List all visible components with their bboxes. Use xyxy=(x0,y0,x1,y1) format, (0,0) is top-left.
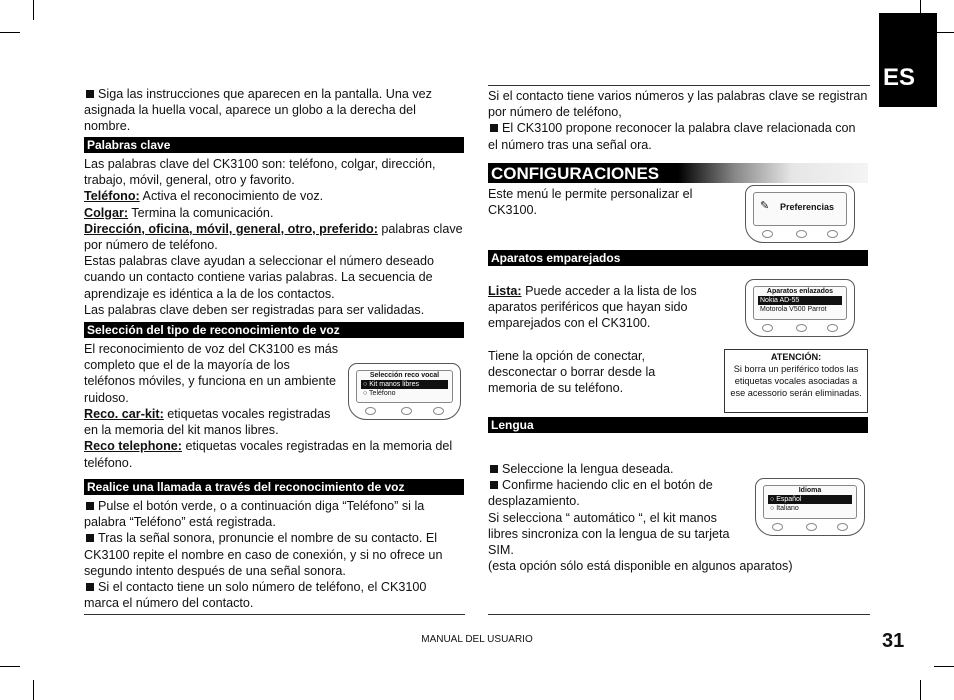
keywords-p3: Las palabras clave deben ser registradas para ser validadas. xyxy=(84,302,425,317)
screen-item: ○ Teléfono xyxy=(363,390,396,397)
device-display xyxy=(356,370,453,403)
keywords-p1: Las palabras clave del CK3100 son: teléfono, colgar, dirección, trabajo, móvil, general, otro y favorito. xyxy=(84,157,436,188)
section-header-paired: Aparatos emparejados xyxy=(488,250,868,266)
paired-p2: Tiene la opción de conectar, desconectar o borrar desde la memoria de su teléfono. xyxy=(488,349,656,396)
recognition-p1: El reconocimiento de voz del CK3100 es más completo que el de la mayoría de los teléfonos móviles, y funciona en un ambiente ruidoso. xyxy=(84,342,339,405)
wrench-icon: ✎ xyxy=(760,200,770,212)
paired-lista: Lista: Puede acceder a la lista de los aparatos periféricos que hayan sido emparejados con el CK3100. xyxy=(488,284,697,331)
call-bullet-3: Si el contacto tiene un solo número de teléfono, el CK3100 marca el número del contacto. xyxy=(84,580,427,611)
keywords-direccion: Dirección, oficina, móvil, general, otro, preferido: palabras clave por número de teléfono. xyxy=(84,221,463,253)
screen-item: Motorola V500 Parrot xyxy=(760,306,827,313)
divider xyxy=(488,85,870,86)
section-header-recognition: Selección del tipo de reconocimiento de voz xyxy=(84,322,464,338)
bullet-icon xyxy=(86,583,94,591)
call-bullet-2: Tras la señal sonora, pronuncie el nombre de su contacto. El CK3100 repite el nombre en caso de conexión, y si no ofrece un segundo intento después de una señal sonora. xyxy=(84,531,443,578)
device-buttons xyxy=(762,325,838,332)
screen-title: Aparatos enlazados xyxy=(766,288,834,295)
crop-mark xyxy=(920,680,921,700)
device-screen-paired xyxy=(745,279,855,337)
device-buttons xyxy=(772,524,848,531)
screen-title: Idioma xyxy=(798,487,822,494)
footer-label: MANUAL DEL USUARIO xyxy=(421,634,533,645)
section-header-keywords: Palabras clave xyxy=(84,137,464,153)
device-buttons xyxy=(762,231,838,238)
language-tab-label: ES xyxy=(883,64,916,91)
section-header-call: Realice una llamada a través del reconocimiento de voz xyxy=(84,479,464,495)
crop-mark xyxy=(33,680,34,700)
config-title: CONFIGURACIONES xyxy=(491,164,660,183)
crop-mark xyxy=(0,32,20,33)
attention-text: Si borra un periférico todos las etiquetas vocales asociadas a ese acessorio serán eliminadas. xyxy=(730,364,862,398)
bullet-icon xyxy=(86,534,94,542)
bullet-icon xyxy=(490,124,498,132)
language-p1: Si selecciona “ automático “, el kit manos libres sincroniza con la lengua de su tarjeta SIM. xyxy=(488,510,730,558)
language-tab xyxy=(879,13,937,107)
left-intro-text: Siga las instrucciones que aparecen en la pantalla. Una vez asignada la huella vocal, aparece un globo a la derecha del nombre. xyxy=(84,87,432,134)
right-p1: Si el contacto tiene varios números y las palabras clave se registran por número de teléfono, xyxy=(488,89,868,120)
crop-mark xyxy=(33,0,34,20)
screen-title: Selección reco vocal xyxy=(369,372,440,379)
crop-mark xyxy=(934,666,954,667)
config-title-bar xyxy=(488,163,868,183)
screen-item-selected: ○ Kit manos libres xyxy=(361,380,448,389)
language-p2: (esta opción sólo está disponible en algunos aparatos) xyxy=(488,559,793,574)
device-display xyxy=(763,485,857,519)
device-screen-language xyxy=(755,478,865,536)
keywords-body xyxy=(84,156,464,318)
language-bullet-1: Seleccione la lengua deseada. xyxy=(488,461,868,477)
screen-title: Preferencias xyxy=(780,202,835,212)
page-number: 31 xyxy=(882,630,905,652)
keywords-telefono: Teléfono: Activa el reconocimiento de voz. xyxy=(84,189,324,204)
language-bullet-2: Confirme haciendo clic en el botón de desplazamiento. xyxy=(488,478,713,509)
config-intro: Este menú le permite personalizar el CK3100. xyxy=(488,187,693,218)
bullet-icon xyxy=(86,502,94,510)
reco-telephone: Reco telephone: etiquetas vocales registradas en la memoria del teléfono. xyxy=(84,439,453,470)
bullet-icon xyxy=(490,465,498,473)
recognition-options xyxy=(84,406,464,471)
right-intro xyxy=(488,88,868,153)
keywords-p2: Estas palabras clave ayudan a seleccionar el número deseado cuando un contacto contiene varias palabras. La secuencia de aprendizaje es idéntica a la de los contactos. xyxy=(84,254,435,301)
screen-item-selected: ○ Español xyxy=(768,495,852,504)
section-header-language: Lengua xyxy=(488,417,868,433)
device-display xyxy=(753,192,847,226)
right-bullet-1: El CK3100 propone reconocer la palabra clave relacionada con el número tras una señal ora. xyxy=(488,121,856,152)
crop-mark xyxy=(934,32,954,33)
divider xyxy=(488,614,870,615)
device-display xyxy=(753,286,847,320)
attention-box xyxy=(724,349,868,413)
attention-title: ATENCIÓN: xyxy=(770,352,822,362)
crop-mark xyxy=(0,666,20,667)
divider xyxy=(84,614,465,615)
bullet-icon xyxy=(490,481,498,489)
screen-item-selected: Nokia AD-55 xyxy=(758,296,842,305)
bullet-icon xyxy=(86,90,94,98)
keywords-colgar: Colgar: Termina la comunicación. xyxy=(84,205,274,220)
screen-item: ○ Italiano xyxy=(770,505,799,512)
left-intro xyxy=(84,86,464,135)
call-bullet-1: Pulse el botón verde, o a continuación diga “Teléfono” si la palabra “Teléfono” está registrada. xyxy=(84,499,425,530)
device-screen-preferences xyxy=(745,185,855,243)
reco-car-kit: Reco. car-kit: etiquetas vocales registradas en la memoria del kit manos libres. xyxy=(84,407,331,438)
call-body xyxy=(84,498,464,611)
